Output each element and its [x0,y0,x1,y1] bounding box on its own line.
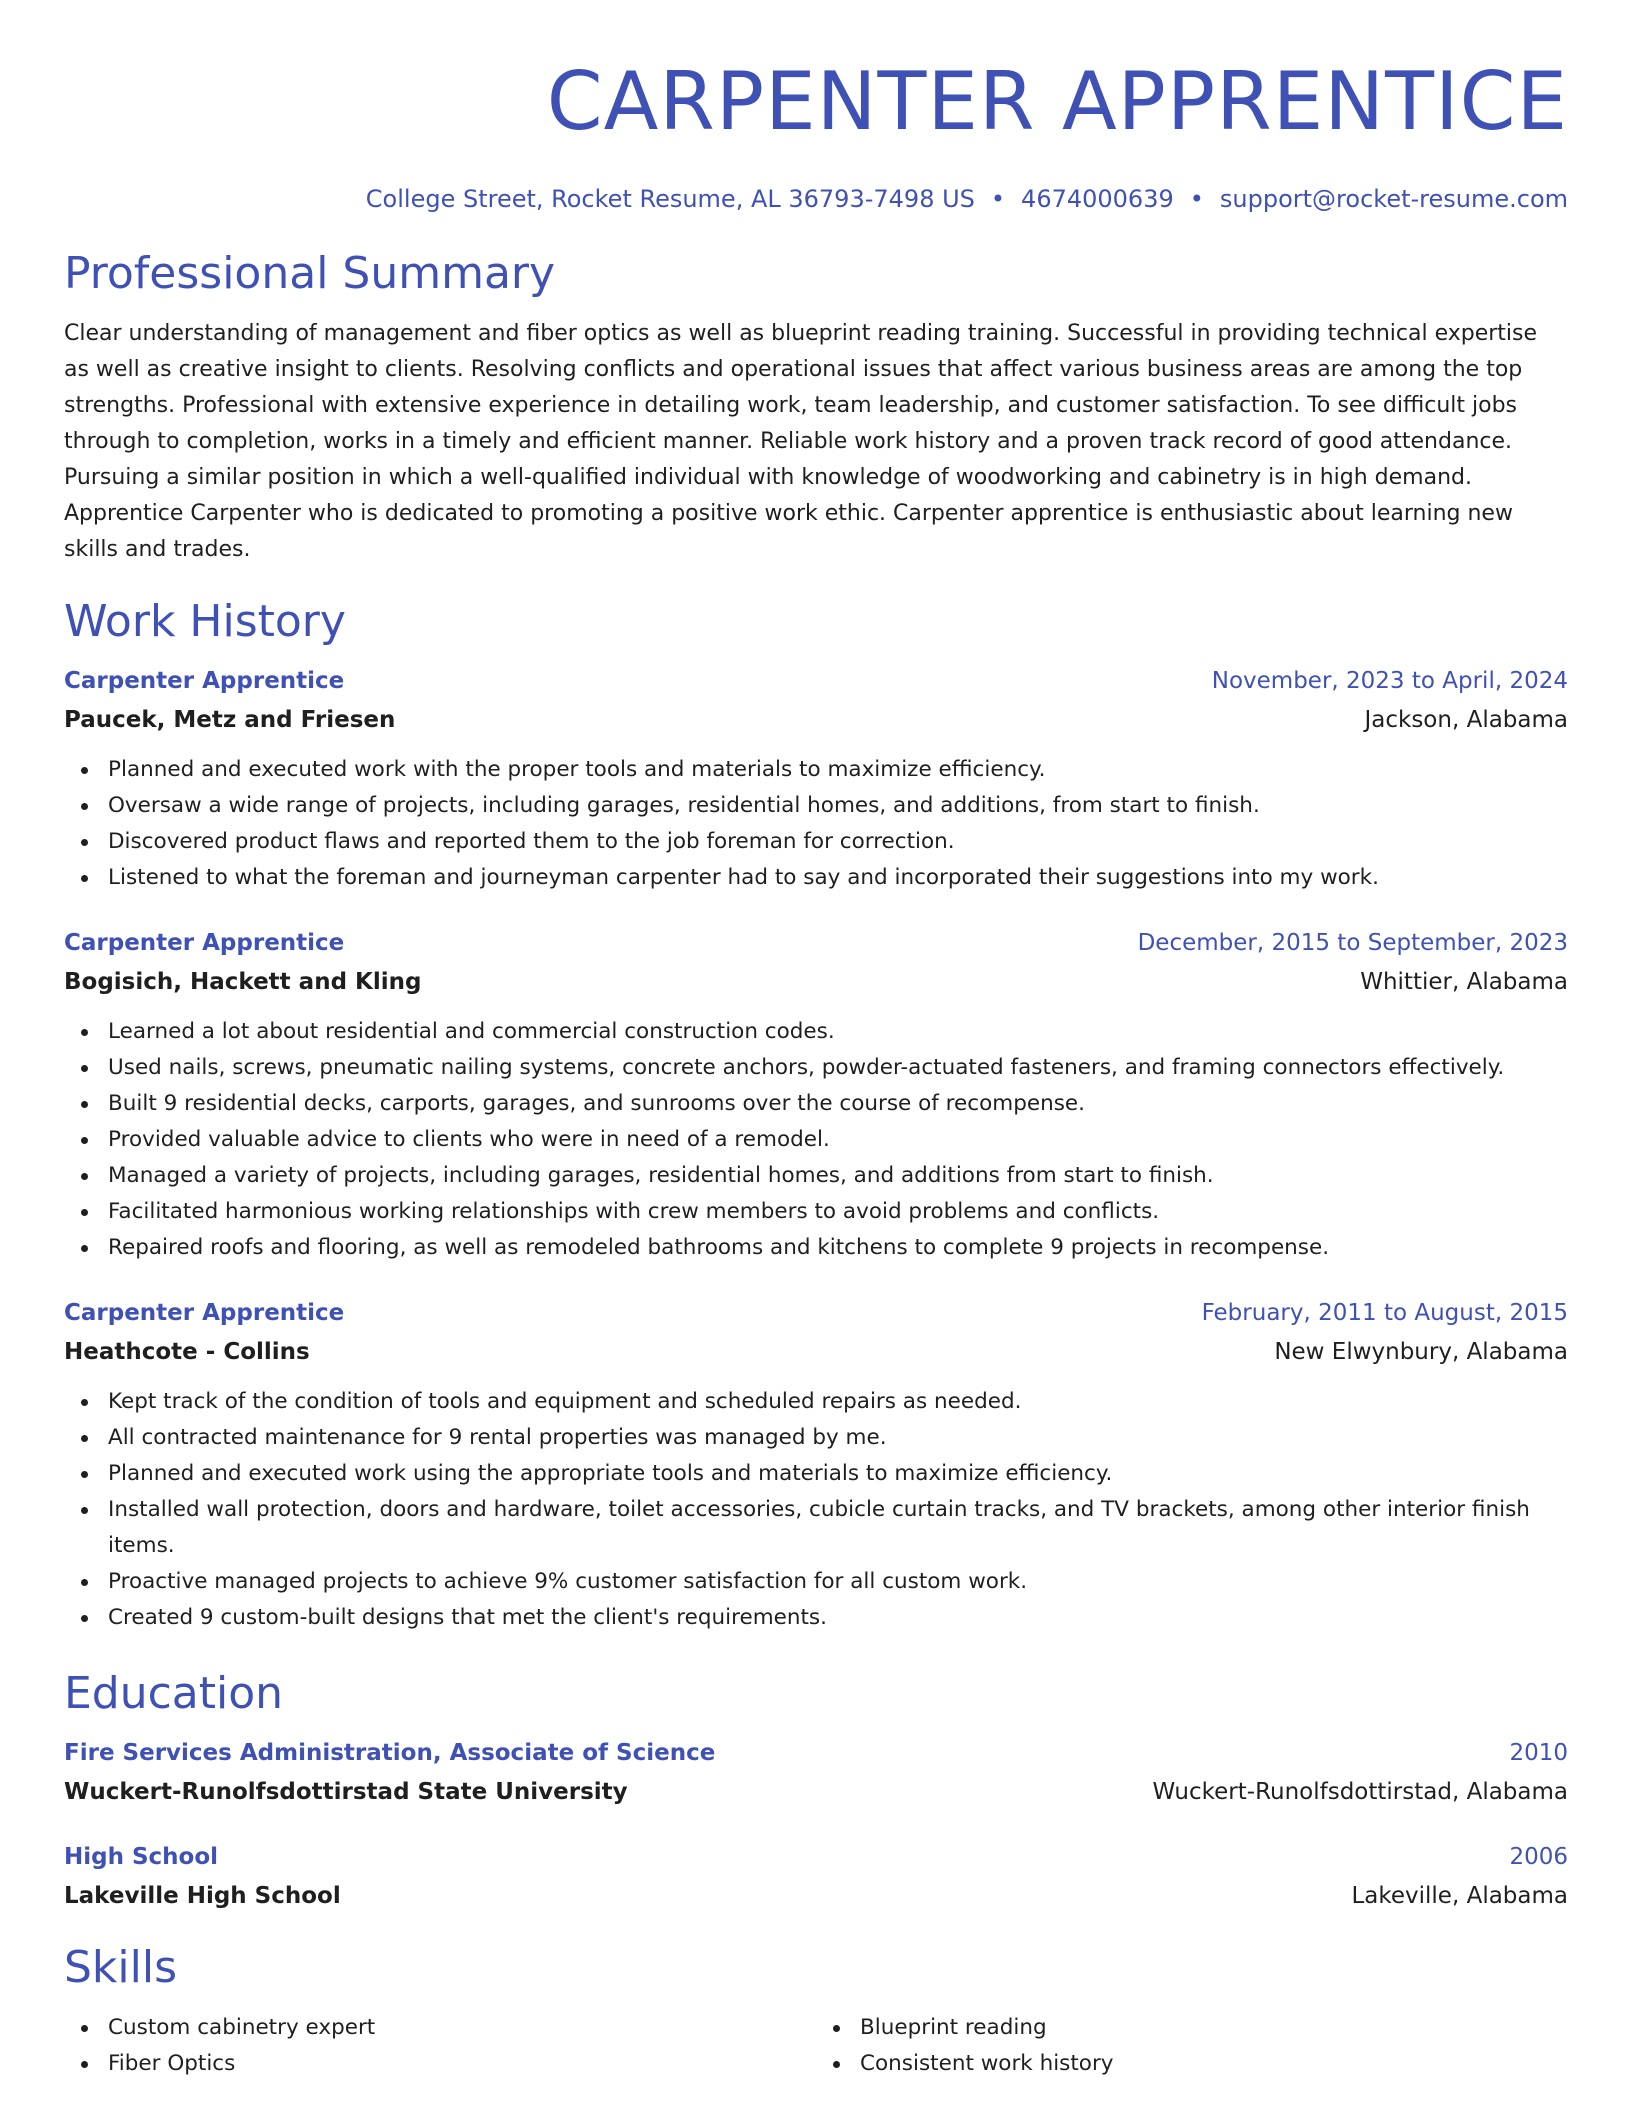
job-company: Bogisich, Hackett and Kling [64,969,422,995]
list-item: Built 9 residential decks, carports, garages, and sunrooms over the course of recompense. [108,1086,1568,1122]
list-item: Facilitated harmonious working relationships with crew members to avoid problems and conflicts. [108,1194,1568,1230]
candidate-title: CARPENTER APPRENTICE [546,55,1568,148]
job-location: New Elwynbury, Alabama [1274,1339,1568,1365]
job-dates: November, 2023 to April, 2024 [1211,668,1568,694]
education-school: Wuckert-Runolfsdottirstad State University [64,1779,628,1805]
list-item: Planned and executed work with the proper tools and materials to maximize efficiency. [108,752,1568,788]
section-title-skills: Skills [64,1942,178,1993]
job-company: Paucek, Metz and Friesen [64,707,396,733]
list-item: Listened to what the foreman and journeyman carpenter had to say and incorporated their suggestions into my work. [108,860,1568,896]
summary-text: Clear understanding of management and fiber optics as well as blueprint reading training. Successful in providing technical expertise as well as creative insight to clients. Resolving conflicts and operational issues that affect various business areas are among the top strengths. Professional with extensive experience in detailing work, team leadership, and customer satisfaction. To see difficult jobs through to completion, works in a timely and efficient manner. Reliable work history and a proven track record of good attendance. Pursuing a similar position in which a well-qualified individual with knowledge of woodworking and cabinetry is in high demand. Apprentice Carpenter who is dedicated to promoting a positive work ethic. Carpenter apprentice is enthusiastic about learning new skills and trades. [64,321,1538,562]
job-role: Carpenter Apprentice [64,1300,345,1326]
list-item: All contracted maintenance for 9 rental properties was managed by me. [108,1420,1568,1456]
job-role: Carpenter Apprentice [64,930,345,956]
job-bullets [64,752,1568,896]
list-item: Provided valuable advice to clients who were in need of a remodel. [108,1122,1568,1158]
list-item: Discovered product flaws and reported them to the job foreman for correction. [108,824,1568,860]
contact-separator: • [990,185,1006,213]
list-item: Used nails, screws, pneumatic nailing systems, concrete anchors, powder-actuated fasteners, and framing connectors effectively. [108,1050,1568,1086]
list-item: Managed a variety of projects, including garages, residential homes, and additions from start to finish. [108,1158,1568,1194]
contact-phone: 4674000639 [1021,185,1174,213]
contact-email: support@rocket-resume.com [1219,185,1568,213]
work-entry [64,926,1568,1266]
skills-column-right [816,2010,1568,2082]
education-year: 2006 [1509,1844,1568,1870]
list-item: Learned a lot about residential and commercial construction codes. [108,1014,1568,1050]
education-location: Lakeville, Alabama [1351,1883,1568,1909]
skills-list [64,2010,1568,2082]
list-item: Created 9 custom-built designs that met the client's requirements. [108,1600,1568,1636]
list-item: Custom cabinetry expert [108,2010,816,2046]
list-item: Proactive managed projects to achieve 9% customer satisfaction for all custom work. [108,1564,1568,1600]
job-dates: February, 2011 to August, 2015 [1201,1300,1568,1326]
education-degree: Fire Services Administration, Associate of Science [64,1740,716,1766]
resume-header [64,0,1568,216]
list-item: Blueprint reading [860,2010,1568,2046]
education-location: Wuckert-Runolfsdottirstad, Alabama [1152,1779,1568,1805]
education-degree: High School [64,1844,219,1870]
job-company: Heathcote - Collins [64,1339,310,1365]
list-item: Consistent work history [860,2046,1568,2082]
list-item: Repaired roofs and flooring, as well as remodeled bathrooms and kitchens to complete 9 projects in recompense. [108,1230,1568,1266]
job-location: Whittier, Alabama [1360,969,1568,995]
job-dates: December, 2015 to September, 2023 [1137,930,1568,956]
job-bullets [64,1384,1568,1636]
section-title-summary: Professional Summary [64,248,556,299]
education-entry [64,1840,1568,1914]
contact-address: College Street, Rocket Resume, AL 36793-7498 US [365,185,975,213]
work-entry [64,1296,1568,1636]
contact-separator: • [1189,185,1204,213]
skills-column-left [64,2010,816,2082]
list-item: Planned and executed work using the appropriate tools and materials to maximize efficiency. [108,1456,1568,1492]
job-location: Jackson, Alabama [1364,707,1568,733]
section-title-work-history: Work History [64,596,346,647]
list-item: Installed wall protection, doors and hardware, toilet accessories, cubicle curtain tracks, and TV brackets, among other interior finish items. [108,1492,1568,1564]
section-title-education: Education [64,1668,284,1719]
list-item: Oversaw a wide range of projects, including garages, residential homes, and additions, from start to finish. [108,788,1568,824]
work-entry [64,664,1568,896]
education-entry [64,1736,1568,1810]
list-item: Fiber Optics [108,2046,816,2082]
job-bullets [64,1014,1568,1266]
list-item: Kept track of the condition of tools and equipment and scheduled repairs as needed. [108,1384,1568,1420]
education-year: 2010 [1509,1740,1568,1766]
contact-line [64,182,1568,216]
job-role: Carpenter Apprentice [64,668,345,694]
education-school: Lakeville High School [64,1883,341,1909]
